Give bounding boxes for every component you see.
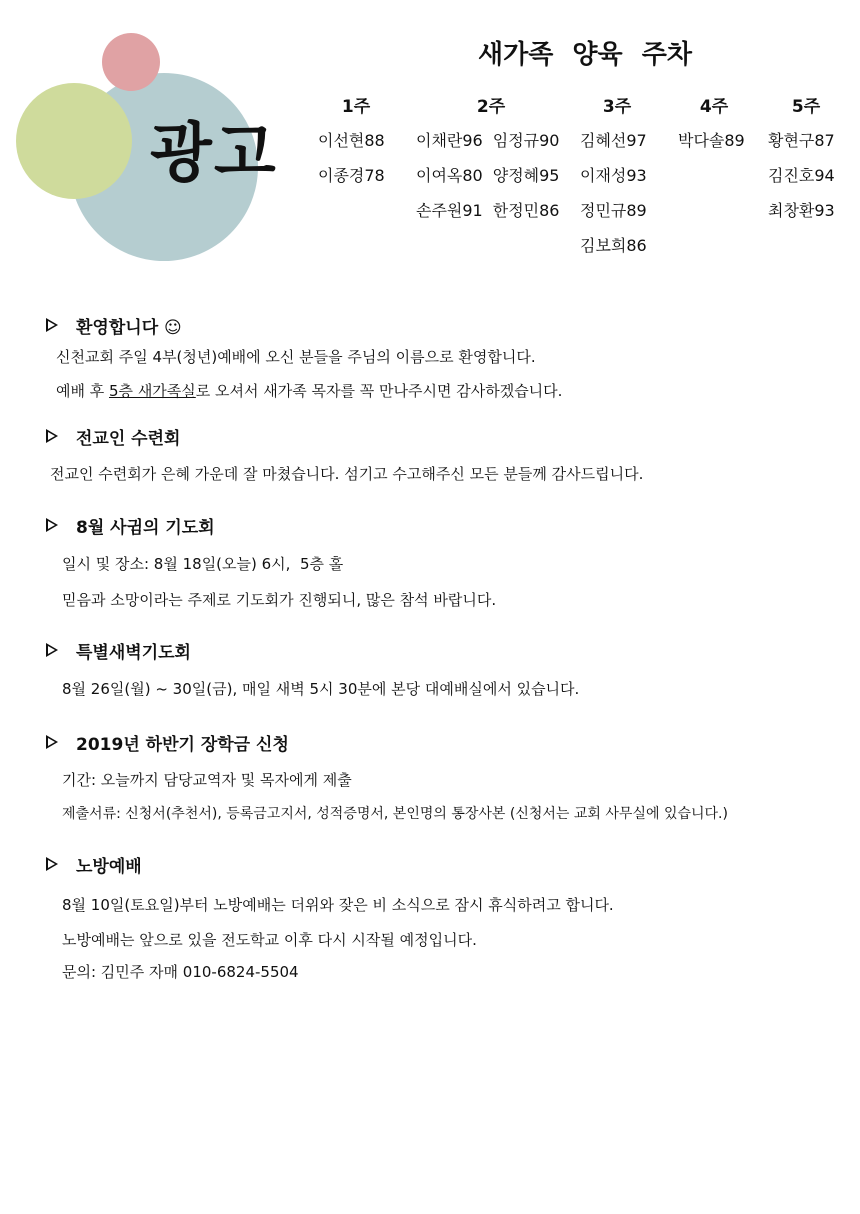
member-name: 이재성93 (580, 166, 647, 185)
underlined-location: 5층 새가족실 (109, 382, 196, 400)
section-line: 일시 및 장소: 8월 18일(오늘) 6시, 5층 홀 (62, 555, 344, 573)
member-name: 손주원91 (416, 201, 483, 220)
week-label: 1주 (341, 97, 371, 117)
section-header (46, 851, 836, 877)
section-line: 전교인 수련회가 은혜 가운데 잘 마쳤습니다. 섬기고 수고해주신 모든 분들께 감사드립니다. (50, 465, 644, 483)
week-column-4 (678, 92, 750, 166)
section-title: 2019년 하반기 장학금 신청 (76, 734, 289, 755)
contact-line: 문의: 김민주 자매 010-6824-5504 (62, 963, 299, 981)
section-scholarship (46, 729, 836, 822)
member-name: 양정혜95 (492, 166, 560, 185)
section-line: 기간: 오늘까지 담당교역자 및 목자에게 제출 (62, 771, 352, 789)
member-name: 김진호94 (768, 166, 835, 185)
week-row (416, 166, 566, 201)
member-name: 최창환93 (768, 201, 835, 220)
week-row (416, 131, 566, 166)
section-title: 특별새벽기도회 (76, 642, 191, 663)
week-column-3 (580, 92, 654, 271)
text-fragment: 예배 후 (56, 382, 110, 400)
section-line: 8월 10일(토요일)부터 노방예배는 더위와 잦은 비 소식으로 잠시 휴식하려고 합니다. (62, 896, 614, 914)
member-name: 이종경78 (318, 166, 385, 185)
week-row (318, 166, 394, 201)
section-prayer (46, 512, 836, 609)
section-retreat (46, 423, 836, 483)
section-line: 8월 26일(월) ~ 30일(금), 매일 새벽 5시 30분에 본당 대예배실에서 있습니다. (62, 680, 580, 698)
week-column-2 (416, 92, 566, 236)
week-column-1 (318, 92, 394, 201)
member-name: 한정민86 (492, 201, 560, 220)
section-title: 전교인 수련회 (76, 428, 181, 449)
week-row (678, 131, 750, 166)
member-name: 김보희86 (580, 236, 647, 255)
week-label: 3주 (602, 97, 632, 117)
member-name: 이여옥80 (416, 166, 483, 185)
notice-title: 광고 (150, 117, 278, 191)
section-header (46, 512, 836, 538)
member-name: 김혜선97 (580, 131, 647, 150)
member-name: 이선현88 (318, 131, 385, 150)
triangle-bullet-icon (46, 643, 58, 657)
week-label: 5주 (791, 97, 821, 117)
week-column-5 (768, 92, 844, 236)
member-name: 임정규90 (492, 131, 560, 150)
week-row (580, 131, 654, 166)
section-line: 믿음과 소망이라는 주제로 기도회가 진행되니, 많은 참석 바랍니다. (62, 591, 497, 609)
section-line: 신천교회 주일 4부(청년)예배에 오신 분들을 주님의 이름으로 환영합니다. (56, 348, 536, 366)
section-welcome (46, 312, 836, 400)
week-row (768, 201, 844, 236)
triangle-bullet-icon (46, 518, 58, 532)
section-header (46, 637, 836, 663)
week-row (580, 166, 654, 201)
decor-circle-green (16, 83, 132, 199)
member-name: 황현구87 (768, 131, 835, 150)
week-row (768, 131, 844, 166)
section-header (46, 423, 836, 449)
section-title: 8월 사귐의 기도회 (76, 517, 215, 538)
section-line: 제출서류: 신청서(추천서), 등록금고지서, 성적증명서, 본인명의 통장사본 (신청서는 교회 사무실에 있습니다.) (62, 806, 728, 822)
section-header (46, 312, 836, 338)
member-name: 이채란96 (416, 131, 483, 150)
section-line (56, 380, 562, 401)
triangle-bullet-icon (46, 318, 58, 332)
decor-circle-pink (102, 33, 160, 91)
triangle-bullet-icon (46, 735, 58, 749)
week-row (318, 131, 394, 166)
week-row (580, 236, 654, 271)
section-dawn-prayer (46, 637, 836, 698)
text-fragment: 로 오셔서 새가족 목자를 꼭 만나주시면 감사하겠습니다. (195, 382, 563, 400)
week-label: 4주 (699, 97, 729, 117)
week-label: 2주 (476, 97, 506, 117)
member-name: 박다솔89 (678, 131, 745, 150)
triangle-bullet-icon (46, 857, 58, 871)
triangle-bullet-icon (46, 429, 58, 443)
week-row (580, 201, 654, 236)
schedule-title: 새가족 양육 주차 (478, 40, 692, 70)
section-line: 노방예배는 앞으로 있을 전도학교 이후 다시 시작될 예정입니다. (62, 931, 477, 949)
week-row (768, 166, 844, 201)
section-title: 노방예배 (76, 856, 142, 877)
member-name: 정민규89 (580, 201, 647, 220)
section-title: 환영합니다 ☺ (76, 317, 182, 338)
section-header (46, 729, 836, 755)
week-row (416, 201, 566, 236)
section-street-worship (46, 851, 836, 981)
